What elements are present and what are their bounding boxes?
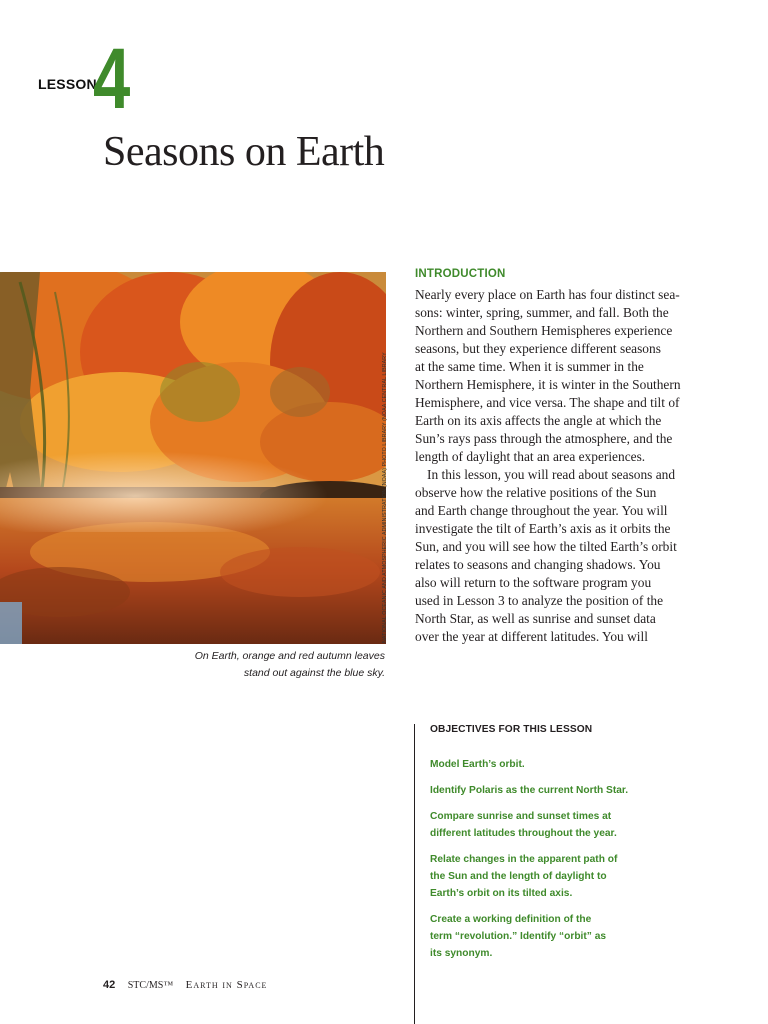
objective-line: different latitudes throughout the year. [430,828,617,839]
body-line: Sun, and you will see how the tilted Earth’s orbit [415,539,677,554]
body-line: sons: winter, spring, summer, and fall. Both the [415,305,669,320]
page-number: 42 [103,979,116,991]
objective-line: Model Earth’s orbit. [430,759,525,770]
body-line: length of daylight that an area experiences. [415,449,646,464]
page-footer [103,979,267,991]
body-line: seasons, but they experience different seasons [415,341,661,356]
lesson-label: LESSON [38,76,97,92]
objective-line: Relate changes in the apparent path of [430,854,618,865]
objective-line: Identify Polaris as the current North Star. [430,785,629,796]
autumn-leaves-photo [0,272,386,644]
body-line: Earth on its axis affects the angle at which the [415,413,662,428]
body-line: relates to seasons and changing shadows. You [415,557,661,572]
photo-credit: NATIONAL OCEANIC AND ATMOSPHERIC ADMINISTRATION (NOAA) PHOTO LIBRARY (NOAA CENTRAL LIBRARY [382,352,388,643]
body-line: Northern Hemisphere, it is winter in the Southern [415,377,681,392]
objective-line: Create a working definition of the [430,914,592,925]
introduction-heading: INTRODUCTION [415,268,506,280]
body-line: North Star, as well as sunrise and sunset data [415,611,656,626]
objective-line: the Sun and the length of daylight to [430,871,607,882]
objective-line: term “revolution.” Identify “orbit” as [430,931,607,942]
body-line: used in Lesson 3 to analyze the position of the [415,593,664,608]
body-line: and Earth change throughout the year. You will [415,503,668,518]
body-line: observe how the relative positions of the Sun [415,485,657,500]
objectives-heading: OBJECTIVES FOR THIS LESSON [430,724,593,735]
caption-line: On Earth, orange and red autumn leaves [194,650,385,662]
objective-line: Compare sunrise and sunset times at [430,811,612,822]
objective-item [430,756,670,773]
objective-item [430,911,670,962]
objective-line: Earth’s orbit on its tilted axis. [430,888,573,899]
objective-item [430,782,670,799]
lesson-number: 4 [93,31,131,127]
photo-caption [120,648,385,682]
body-line: Hemisphere, and vice versa. The shape and tilt of [415,395,680,410]
body-line: over the year at different latitudes. You will [415,629,648,644]
body-line: Sun’s rays pass through the atmosphere, and the [415,431,673,446]
body-line: also will return to the software program you [415,575,652,590]
body-line: Nearly every place on Earth has four distinct sea- [415,287,680,302]
objective-line: its synonym. [430,948,493,959]
series-name: STC/MS™ [127,980,174,991]
objectives-divider [414,724,415,1024]
objective-item [430,808,670,842]
objectives-list [430,756,670,971]
body-line: Northern and Southern Hemispheres experience [415,323,673,338]
objective-item [430,851,670,902]
page-title: Seasons on Earth [103,129,385,175]
introduction-body [415,286,715,646]
body-line: investigate the tilt of Earth’s axis as it orbits the [415,521,671,536]
body-line: In this lesson, you will read about seasons and [427,467,676,482]
caption-line: stand out against the blue sky. [243,667,385,679]
book-title: Earth in Space [185,979,268,991]
body-line: at the same time. When it is summer in the [415,359,644,374]
